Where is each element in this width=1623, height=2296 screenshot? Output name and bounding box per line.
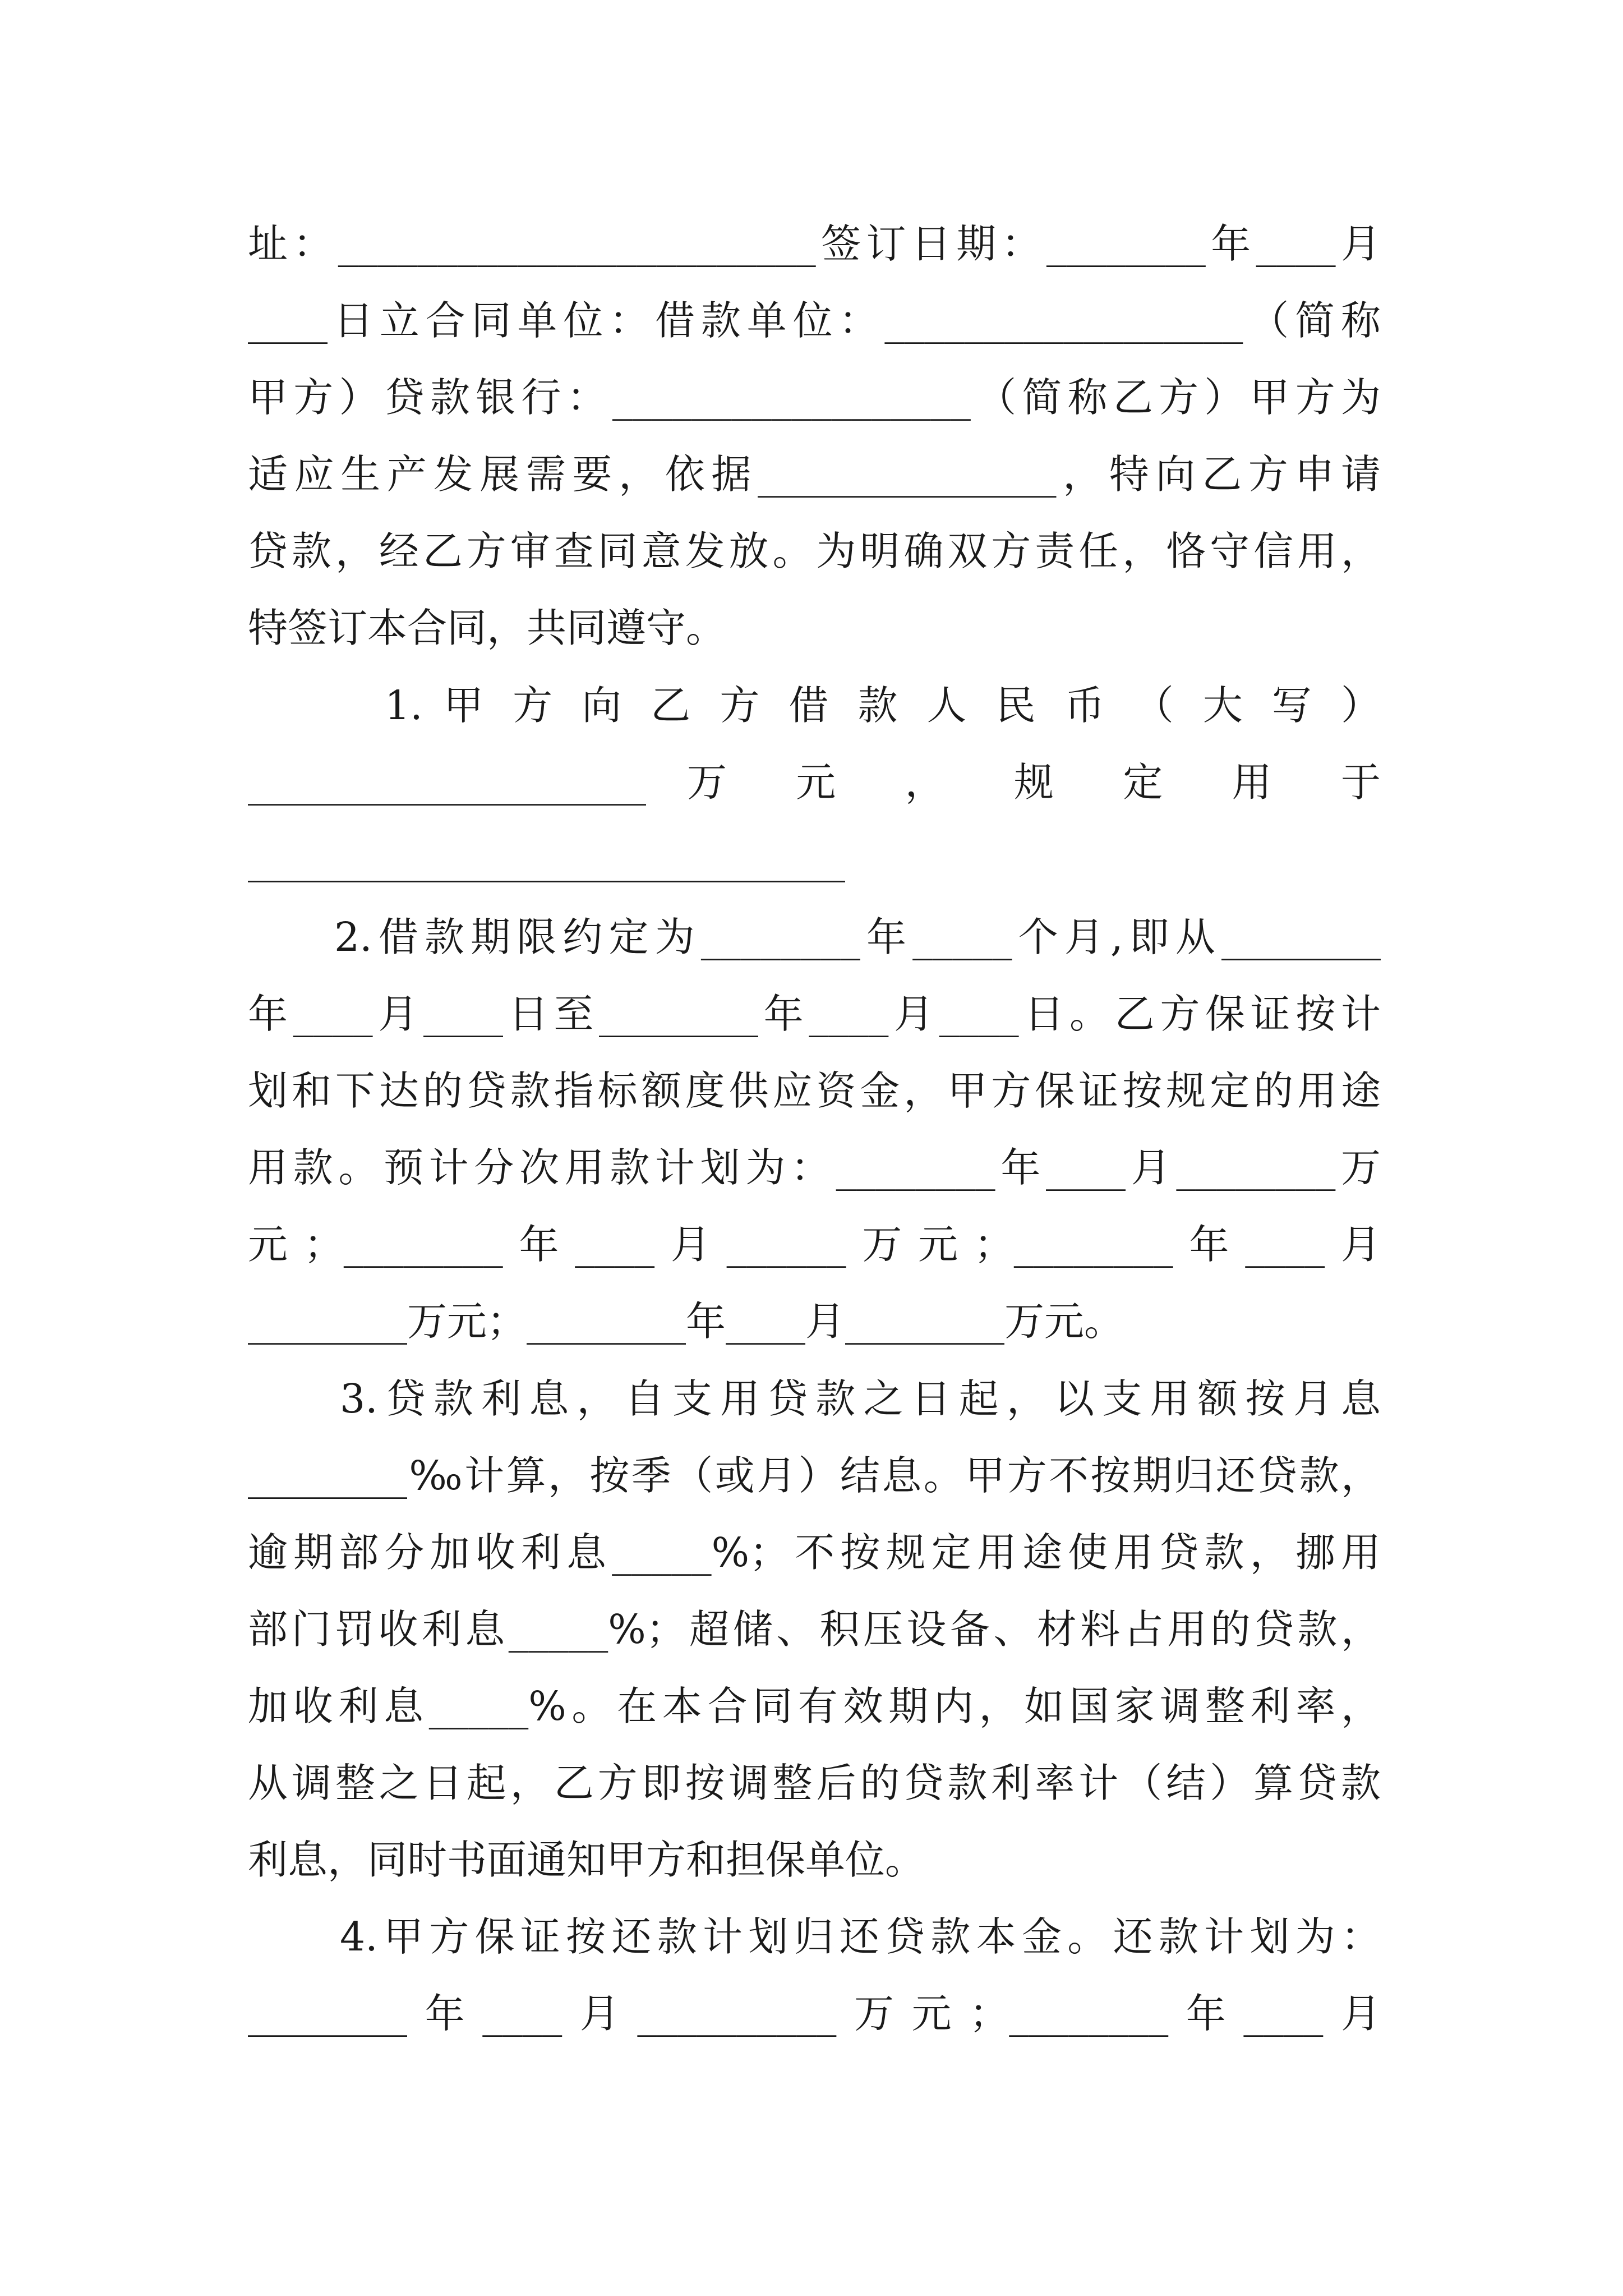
text-line: 逾期部分加收利息_____%；不按规定用途使用贷款，挪用 (248, 1529, 1381, 1576)
text-line: 利息，同时书面通知甲方和担保单位。 (248, 1837, 925, 1883)
text-line: 甲方）贷款银行：__________________（简称乙方）甲方为 (248, 374, 1381, 421)
clause-heading: 4.甲方保证按还款计划归还贷款本金。还款计划为： (340, 1913, 1381, 1960)
text-line: 址：________________________签订日期：________年____月 (248, 220, 1381, 267)
text-line: 适应生产发展需要，依据_______________，特向乙方申请 (248, 451, 1381, 498)
clause-heading: 1. 甲 方 向 乙 方 借 款 人 民 币 （ 大 写 ） (385, 682, 1381, 729)
text-line: 年____月____日至________年____月____日。乙方保证按计 (248, 991, 1381, 1037)
clause-heading: 3.贷款利息，自支用贷款之日起，以支用额按月息 (340, 1375, 1381, 1422)
text-line: ________年____月__________万元；________年____月 (248, 1990, 1381, 2037)
text-line: ____日立合同单位：借款单位：__________________（简称 (248, 297, 1381, 344)
clause-heading: 2.借款期限约定为________年_____个月,即从________ (334, 914, 1381, 960)
text-line: 元；________年____月______万元；________年____月 (248, 1221, 1381, 1268)
text-line: 特签订本合同，共同遵守。 (248, 605, 726, 651)
text-line: 用款。预计分次用款计划为：________年____月________万 (248, 1144, 1381, 1191)
text-line: 划和下达的贷款指标额度供应资金，甲方保证按规定的用途 (248, 1068, 1381, 1114)
text-line: ________万元；________年____月________万元。 (248, 1298, 1124, 1345)
text-line: 从调整之日起，乙方即按调整后的贷款利率计（结）算贷款 (248, 1760, 1381, 1806)
text-line: 部门罚收利息_____%；超储、积压设备、材料占用的贷款， (248, 1606, 1381, 1653)
text-line: ________‰计算，按季（或月）结息。甲方不按期归还贷款， (248, 1452, 1381, 1499)
text-line: 加收利息_____%。在本合同有效期内，如国家调整利率， (248, 1683, 1381, 1729)
text-line: 贷款，经乙方审查同意发放。为明确双方责任，恪守信用， (248, 528, 1381, 574)
blank-line: ______________________________ (248, 836, 845, 882)
text-line: ____________________ 万 元 ， 规 定 用 于 (248, 759, 1381, 806)
